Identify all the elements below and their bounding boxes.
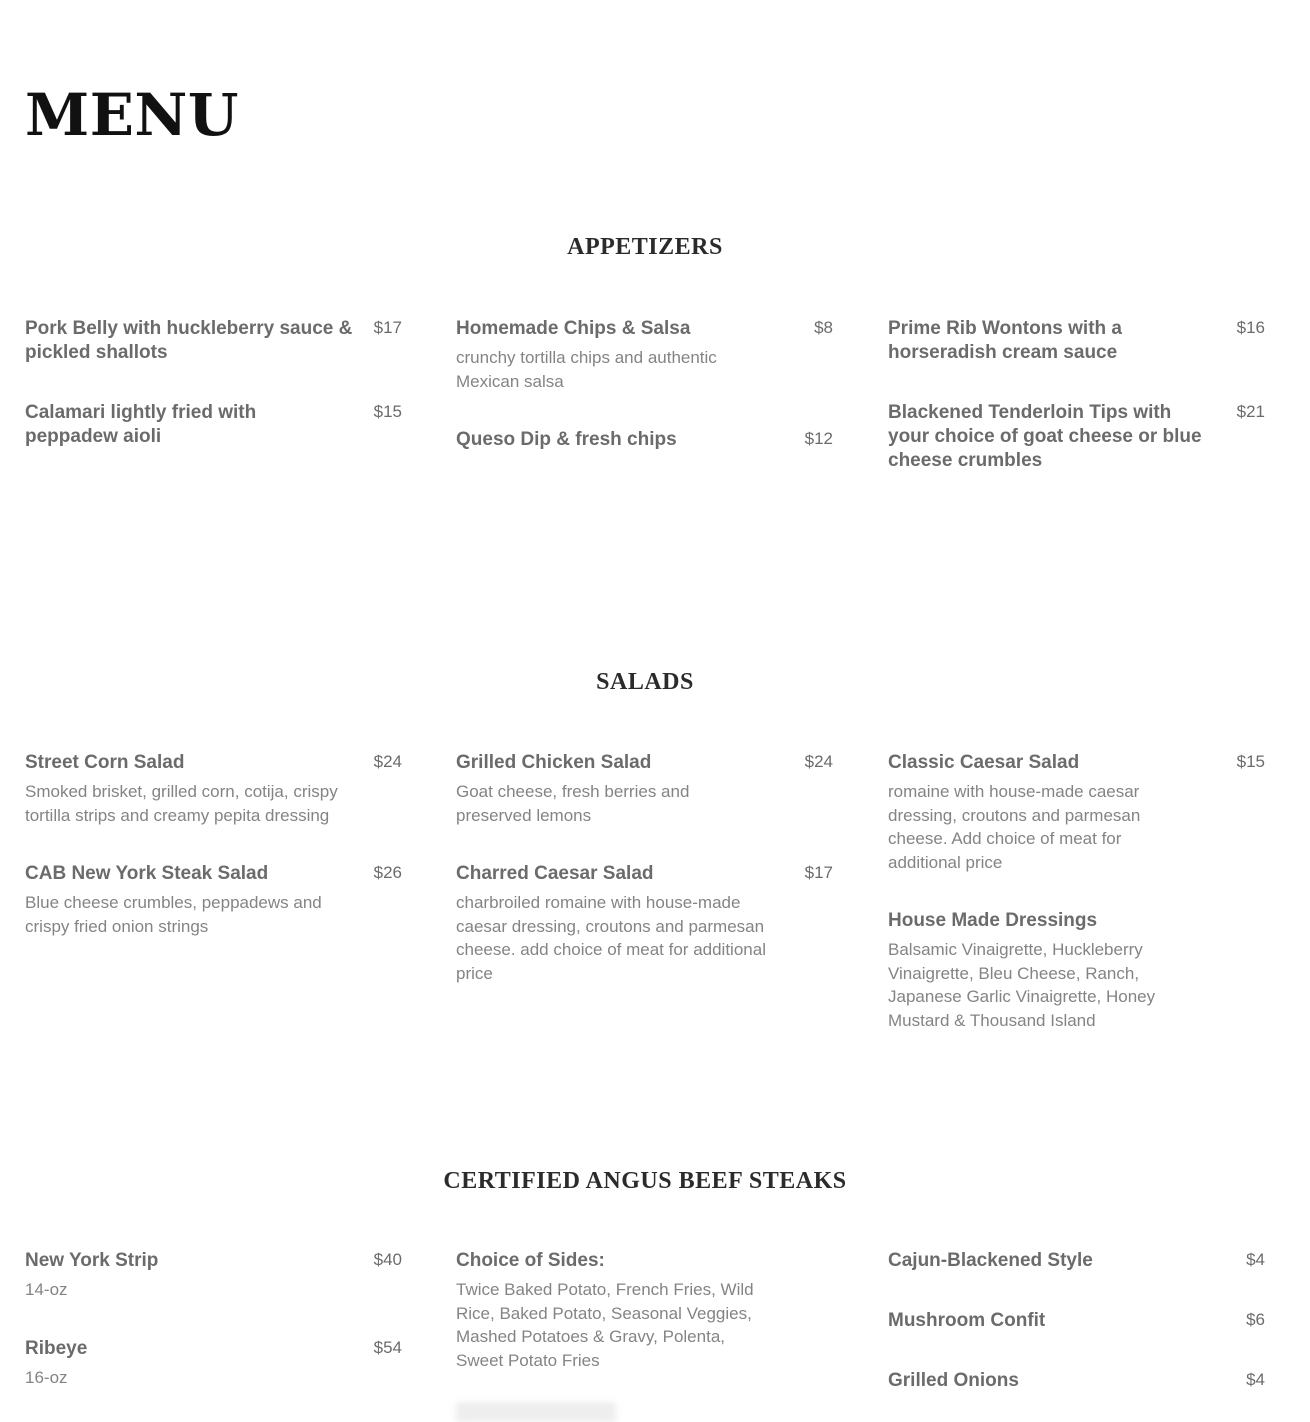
menu-item bbox=[25, 401, 402, 449]
item-description: romaine with house-made caesar dressing, croutons and parmesan cheese. Add choice of meat for additional price bbox=[888, 782, 1141, 872]
appetizers-column-3 bbox=[888, 317, 1265, 473]
item-name: Choice of Sides: bbox=[456, 1250, 605, 1271]
item-description: Twice Baked Potato, French Fries, Wild Rice, Baked Potato, Seasonal Veggies, Mashed Potatoes & Gravy, Polenta, Sweet Potato Fries bbox=[456, 1280, 754, 1370]
item-price: $17 bbox=[373, 318, 402, 337]
menu-item bbox=[456, 862, 833, 985]
menu-item bbox=[25, 751, 402, 827]
item-name: Blackened Tenderloin Tips with your choice of goat cheese or blue cheese crumbles bbox=[888, 402, 1202, 471]
item-description: charbroiled romaine with house-made caesar dressing, croutons and parmesan cheese. add choice of meat for additional price bbox=[456, 893, 766, 983]
page-title: MENU bbox=[25, 81, 240, 149]
steaks-column-1 bbox=[25, 1249, 402, 1389]
item-price: $54 bbox=[373, 1337, 402, 1357]
item-description: 14-oz bbox=[25, 1280, 68, 1299]
steaks-column-2 bbox=[456, 1249, 833, 1422]
item-price: $6 bbox=[1246, 1310, 1265, 1329]
item-price: $16 bbox=[1236, 318, 1265, 337]
appetizers-column-1 bbox=[25, 317, 402, 449]
item-description: Blue cheese crumbles, peppadews and crispy fried onion strings bbox=[25, 893, 322, 936]
menu-item bbox=[888, 401, 1265, 473]
section-title-appetizers: APPETIZERS bbox=[567, 234, 723, 260]
item-name: Grilled Onions bbox=[888, 1370, 1019, 1391]
item-name: Ribeye bbox=[25, 1337, 88, 1359]
menu-item bbox=[888, 317, 1265, 365]
menu-item bbox=[888, 751, 1265, 874]
item-price: $4 bbox=[1246, 1370, 1265, 1389]
item-price: $17 bbox=[804, 863, 833, 882]
appetizers-column-2 bbox=[456, 317, 833, 452]
salads-column-3 bbox=[888, 751, 1265, 1032]
menu-item bbox=[25, 317, 402, 365]
item-name: Classic Caesar Salad bbox=[888, 752, 1080, 773]
menu-item bbox=[25, 1337, 402, 1390]
item-description: Balsamic Vinaigrette, Huckleberry Vinaigrette, Bleu Cheese, Ranch, Japanese Garlic Vinaigrette, Honey Mustard & Thousand Island bbox=[888, 940, 1156, 1030]
menu-item bbox=[456, 317, 833, 393]
item-price: $8 bbox=[814, 318, 833, 337]
item-price: $12 bbox=[804, 429, 833, 448]
item-price: $24 bbox=[804, 752, 833, 771]
menu-item bbox=[456, 1249, 833, 1372]
item-price: $26 bbox=[373, 863, 402, 882]
section-title-steaks: CERTIFIED ANGUS BEEF STEAKS bbox=[443, 1168, 847, 1194]
item-name: Prime Rib Wontons with a horseradish cream sauce bbox=[888, 318, 1122, 363]
item-description: Goat cheese, fresh berries and preserved lemons bbox=[456, 782, 690, 825]
item-name: Queso Dip & fresh chips bbox=[456, 429, 677, 450]
item-name: Cajun-Blackened Style bbox=[888, 1250, 1093, 1271]
menu-item bbox=[25, 862, 402, 938]
item-price: $40 bbox=[373, 1250, 402, 1269]
item-price: $15 bbox=[1236, 752, 1265, 771]
menu-item bbox=[25, 1249, 402, 1302]
salads-column-1 bbox=[25, 751, 402, 938]
item-description: 16-oz bbox=[25, 1367, 68, 1387]
section-title-salads: SALADS bbox=[596, 669, 694, 695]
item-name: Charred Caesar Salad bbox=[456, 863, 654, 884]
menu-item bbox=[888, 1249, 1265, 1273]
item-price: $24 bbox=[373, 752, 402, 771]
item-price: $21 bbox=[1236, 402, 1265, 421]
item-name: Grilled Chicken Salad bbox=[456, 752, 652, 773]
item-name: Street Corn Salad bbox=[25, 752, 185, 773]
menu-item bbox=[888, 1309, 1265, 1333]
cut-off-item bbox=[456, 1402, 616, 1422]
menu-item bbox=[456, 751, 833, 827]
item-name: CAB New York Steak Salad bbox=[25, 863, 269, 884]
salads-column-2 bbox=[456, 751, 833, 985]
item-price: $15 bbox=[373, 402, 402, 421]
item-name: House Made Dressings bbox=[888, 910, 1098, 931]
item-price: $4 bbox=[1246, 1250, 1265, 1269]
menu-item bbox=[888, 909, 1265, 1032]
steaks-column-3 bbox=[888, 1249, 1265, 1393]
item-description: crunchy tortilla chips and authentic Mexican salsa bbox=[456, 348, 717, 391]
item-name: New York Strip bbox=[25, 1250, 159, 1271]
menu-item bbox=[888, 1369, 1265, 1393]
menu-item bbox=[456, 428, 833, 452]
item-name: Pork Belly with huckleberry sauce & pickled shallots bbox=[25, 318, 353, 363]
item-name: Mushroom Confit bbox=[888, 1310, 1046, 1331]
item-description: Smoked brisket, grilled corn, cotija, crispy tortilla strips and creamy pepita dressing bbox=[25, 782, 338, 825]
item-name: Homemade Chips & Salsa bbox=[456, 318, 691, 339]
item-name: Calamari lightly fried with peppadew aioli bbox=[25, 402, 257, 447]
